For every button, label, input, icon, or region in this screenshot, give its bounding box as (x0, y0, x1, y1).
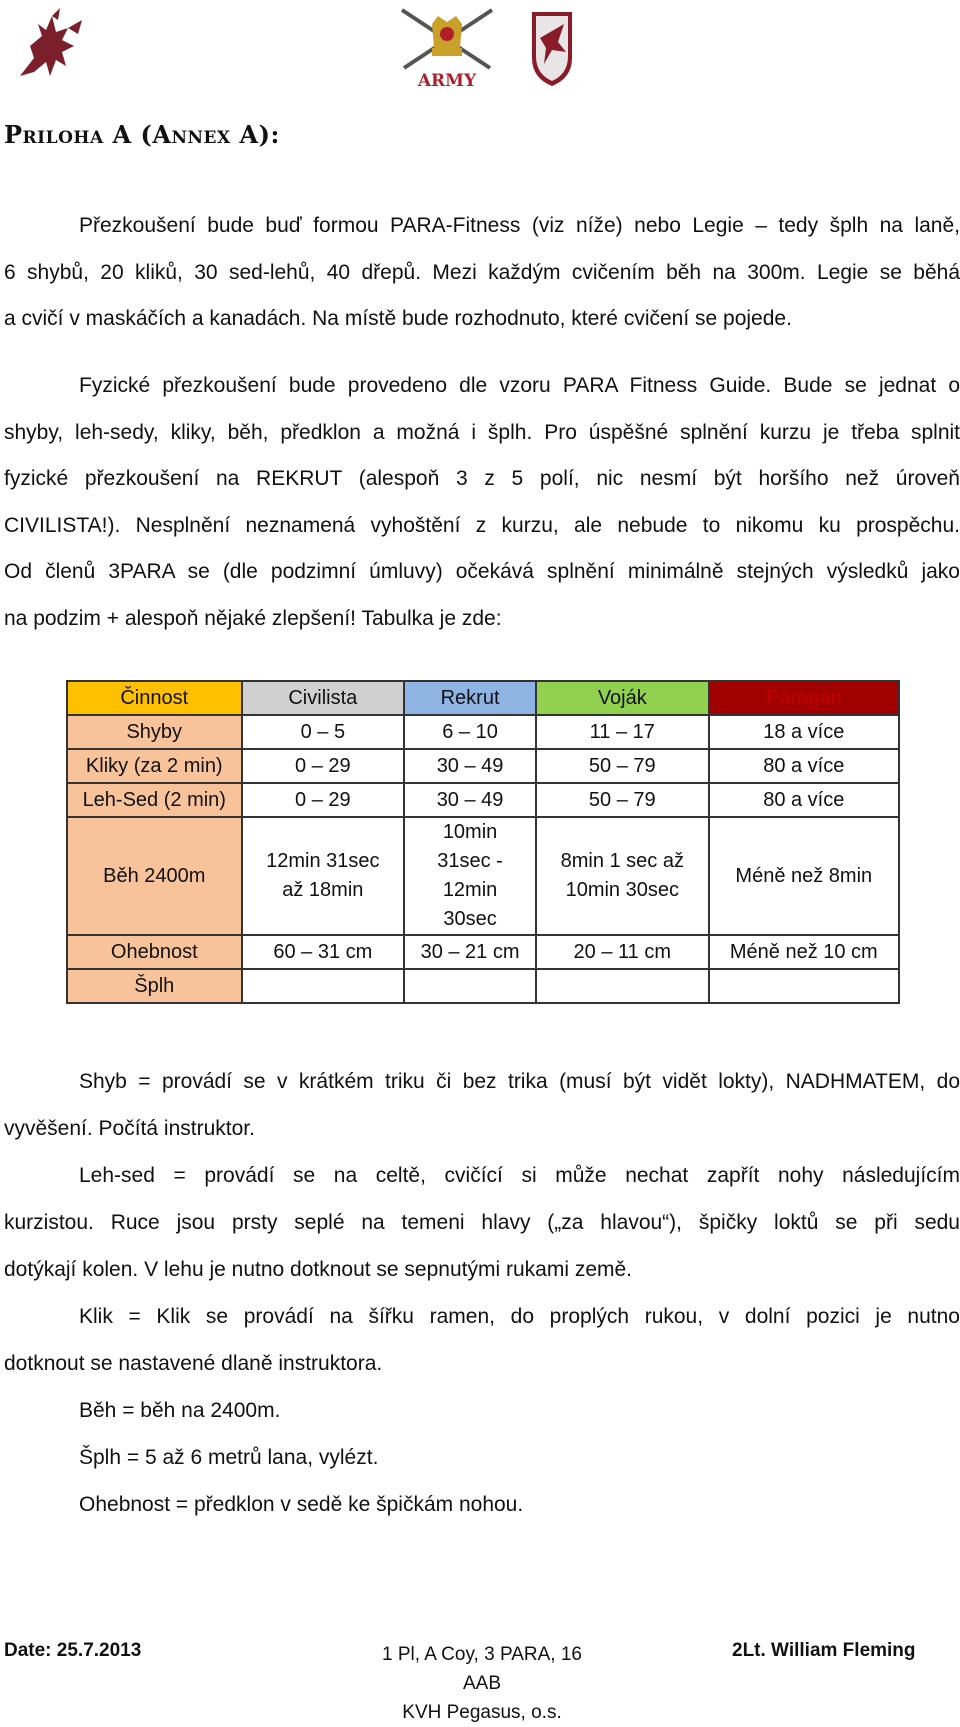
header-cinnost: Činnost (67, 681, 242, 715)
note-shyb-line-2: vyvěšení. Počítá instruktor. (4, 1117, 255, 1140)
table-cell (536, 969, 709, 1003)
header-vojak: Voják (536, 681, 709, 715)
intro-line-2: 6 shybů, 20 kliků, 30 sed-lehů, 40 dřepů. Mezi každým cvičením běh na 300m. Legie se běhá (4, 260, 960, 284)
table-cell: 0 – 29 (242, 749, 405, 783)
fitness-line-6: na podzim + alespoň nějaké zlepšení! Tabulka je zde: (4, 606, 502, 630)
table-cell: 50 – 79 (536, 783, 709, 817)
fitness-paragraph (4, 363, 960, 642)
army-text: ARMY (417, 71, 477, 91)
notes-section (4, 1058, 960, 1528)
table-cell: 80 a více (709, 749, 899, 783)
note-ohebnost: Ohebnost = předklon v sedě ke špičkám nohou. (79, 1493, 524, 1516)
table-cell: Méně než 8min (709, 817, 899, 935)
eagle-shield-logo (530, 8, 574, 88)
note-shyb-line-1: Shyb = provádí se v krátkém triku či bez trika (musí být vidět lokty), NADHMATEM, do (79, 1070, 960, 1093)
table-row (67, 969, 899, 1003)
note-lehsed-line-2: kurzistou. Ruce jsou prsty seplé na temeni hlavy („za hlavou“), špičky loktů se při sedu (4, 1211, 960, 1234)
fitness-line-4: CIVILISTA!). Nesplnění neznamená vyhoštění z kurzu, ale nebude to nikomu ku prospěchu. (4, 513, 960, 537)
table-cell: 30 – 21 cm (404, 935, 536, 969)
table-cell: 10min 31sec - 12min 30sec (404, 817, 536, 935)
table-row (67, 715, 899, 749)
header-paragan: Paragán (709, 681, 899, 715)
row-label: Kliky (za 2 min) (67, 749, 242, 783)
table-cell: 0 – 5 (242, 715, 405, 749)
table-row (67, 935, 899, 969)
table-cell (404, 969, 536, 1003)
footer-unit-line-2: KVH Pegasus, o.s. (402, 1702, 562, 1723)
table-cell: 8min 1 sec až 10min 30sec (536, 817, 709, 935)
army-crest-logo (394, 4, 500, 92)
fitness-line-5: Od členů 3PARA se (dle podzimní úmluvy) očekává splnění minimálně stejných výsledků jako (4, 560, 960, 583)
table-cell: 60 – 31 cm (242, 935, 405, 969)
footer-author: 2Lt. William Fleming (732, 1640, 916, 1661)
footer-unit-line-1: 1 Pl, A Coy, 3 PARA, 16 AAB (382, 1644, 582, 1694)
table-row (67, 817, 899, 935)
note-klik-line-2: dotknout se nastavené dlaně instruktora. (4, 1352, 383, 1375)
table-cell: 80 a více (709, 783, 899, 817)
table-row (67, 749, 899, 783)
table-cell (709, 969, 899, 1003)
fitness-line-1: Fyzické přezkoušení bude provedeno dle vzoru PARA Fitness Guide. Bude se jednat o (79, 374, 960, 397)
row-label: Shyby (67, 715, 242, 749)
intro-line-1: Přezkoušení bude buď formou PARA-Fitness (viz níže) nebo Legie – tedy šplh na laně, (79, 214, 960, 237)
table-cell: 0 – 29 (242, 783, 405, 817)
row-label: Ohebnost (67, 935, 242, 969)
table-cell: 50 – 79 (536, 749, 709, 783)
table-cell: 20 – 11 cm (536, 935, 709, 969)
header-civilista: Civilista (242, 681, 405, 715)
table-cell: 6 – 10 (404, 715, 536, 749)
table-row (67, 783, 899, 817)
table-cell: 11 – 17 (536, 715, 709, 749)
note-lehsed-line-1: Leh-sed = provádí se na celtě, cvičící si může nechat zapřít nohy následujícím (79, 1164, 960, 1187)
row-label: Šplh (67, 969, 242, 1003)
table-cell: Méně než 10 cm (709, 935, 899, 969)
header-rekrut: Rekrut (404, 681, 536, 715)
note-klik-line-1: Klik = Klik se provádí na šířku ramen, do proplých rukou, v dolní pozici je nutno (79, 1305, 960, 1328)
row-label: Běh 2400m (67, 817, 242, 935)
note-splh: Šplh = 5 až 6 metrů lana, vylézt. (79, 1446, 379, 1469)
fitness-line-2: shyby, leh-sedy, kliky, běh, předklon a možná i šplh. Pro úspěšné splnění kurzu je třeba splnit (4, 420, 960, 444)
note-beh: Běh = běh na 2400m. (79, 1399, 281, 1422)
table-cell: 12min 31sec až 18min (242, 817, 405, 935)
table-cell (242, 969, 405, 1003)
footer-date: Date: 25.7.2013 (4, 1640, 142, 1661)
intro-line-3: a cvičí v maskáčích a kanadách. Na místě bude rozhodnuto, které cvičení se pojede. (4, 307, 792, 330)
table-cell: 18 a více (709, 715, 899, 749)
annex-heading: Priloha A (Annex A): (4, 120, 280, 149)
table-cell: 30 – 49 (404, 749, 536, 783)
fitness-table (66, 680, 900, 1004)
footer-unit (362, 1640, 602, 1727)
intro-paragraph (4, 203, 960, 343)
pegasus-logo (12, 6, 92, 86)
row-label: Leh-Sed (2 min) (67, 783, 242, 817)
note-lehsed-line-3: dotýkají kolen. V lehu je nutno dotknout se sepnutými rukami země. (4, 1258, 633, 1281)
table-cell: 30 – 49 (404, 783, 536, 817)
table-header-row (67, 681, 899, 715)
fitness-line-3: fyzické přezkoušení na REKRUT (alespoň 3 z 5 polí, nic nesmí být horšího než úroveň (4, 467, 960, 490)
